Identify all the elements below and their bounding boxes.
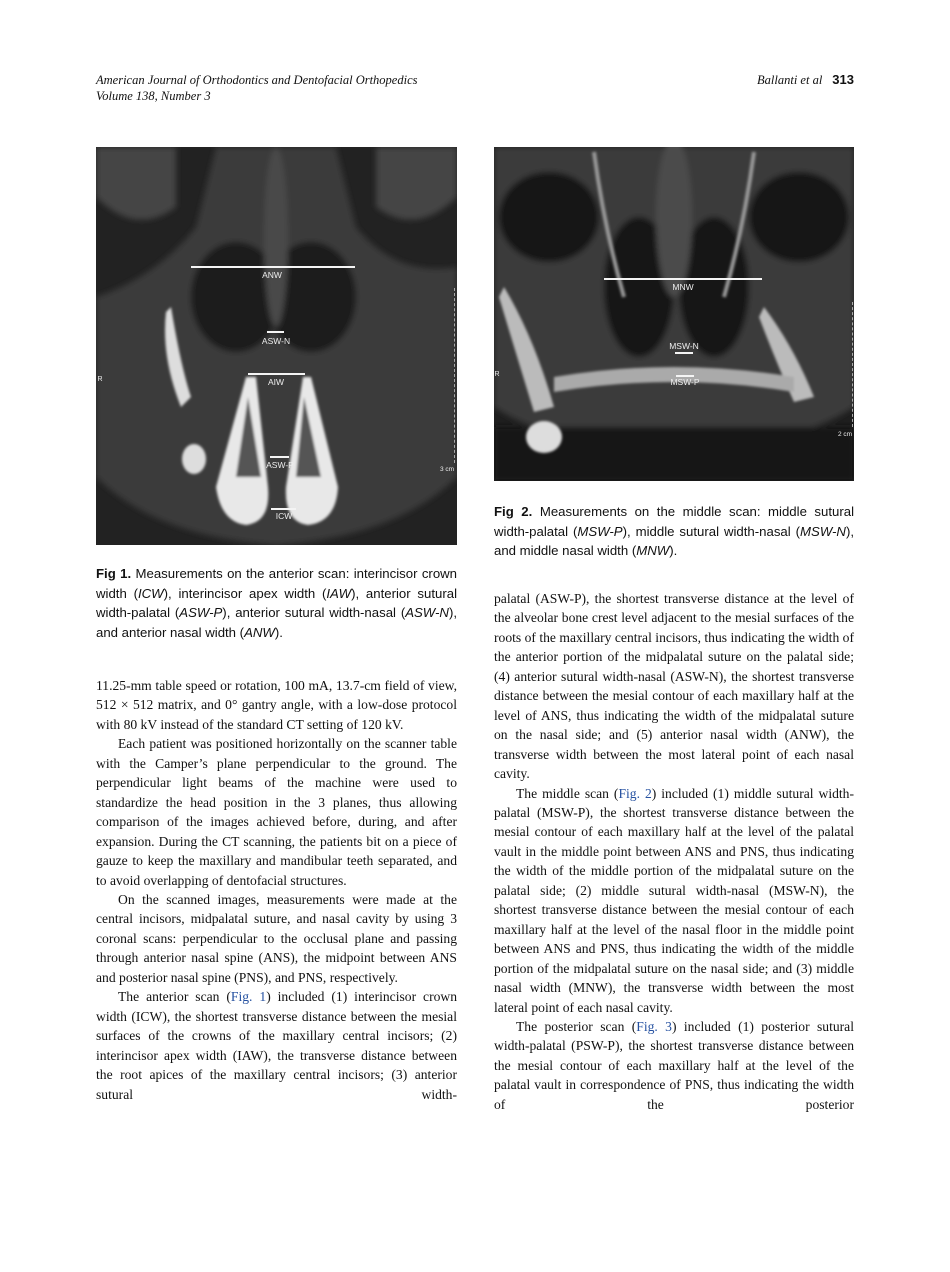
aswn-measure-line <box>267 331 284 333</box>
scale-bar <box>453 288 455 463</box>
caption-text: ), middle sutural width-nasal ( <box>622 523 801 539</box>
caption-text: Measurements on the anterior scan: interincisor crown width ( <box>96 566 458 601</box>
icw-measure-line <box>271 508 296 510</box>
caption-text: ). <box>274 624 283 640</box>
caption-text: ), and middle nasal width ( <box>494 523 854 558</box>
paragraph: On the scanned images, measurements were made at the central incisors, midpalatal suture, and nasal cavity by using 3 coronal scans: perpendicular to the occlusal plane and passing through anterior nasal spine (ANS), the midpoint between ANS and posterior nasal spine (PNS), and PNS, respectively. <box>96 891 457 985</box>
label-aiw: AIW <box>267 377 285 387</box>
caption-abbrev: IAW <box>326 585 352 601</box>
caption-label: Fig 2. <box>494 504 533 519</box>
paragraph <box>96 987 457 1104</box>
running-header-right <box>757 72 854 88</box>
label-side-r: R <box>494 371 500 378</box>
caption-abbrev: MSW-N <box>800 523 846 539</box>
mswn-measure-line <box>675 352 693 354</box>
caption-text: ), and anterior nasal width ( <box>96 605 457 640</box>
caption-text: ), anterior sutural width-nasal ( <box>222 605 406 620</box>
caption-abbrev: ICW <box>137 585 164 601</box>
paragraph: palatal (ASW-P), the shortest transverse distance at the level of the alveolar bone crest level adjacent to the mesial surfaces of the roots of the maxillary central incisors, thus indicating the width of the anterior portion of the midpalatal suture on the palatal side; (4) anterior sutural width-nasal (ASW-N), the shortest transverse distance between the mesial contour of each maxillary half at the level of ANS, thus indicating the width of the midpalatal suture on the nasal side; and (5) anterior nasal width (ANW), the transverse width between the most lateral point of each nasal cavity. <box>494 591 854 782</box>
caption-label: Fig 1. <box>96 566 132 581</box>
label-anw: ANW <box>262 270 282 280</box>
label-mnw: MNW <box>672 282 694 292</box>
caption-abbrev: ASW-P <box>179 605 223 620</box>
scale-bar <box>851 302 853 427</box>
figure-1-link[interactable]: Fig. 1 <box>230 989 267 1005</box>
ct-image <box>96 147 457 545</box>
caption-text: Measurements on the middle scan: middle sutural width-palatal ( <box>494 504 855 539</box>
figure-1-caption <box>96 564 457 642</box>
running-header-left <box>96 72 418 104</box>
text: ) included (1) interincisor crown width (ICW), the shortest transverse distance between the mesial surfaces of the crowns of the maxillary central incisors; (2) interincisor apex width (IAW), the transverse distance between the root apices of the maxillary central incisors; (3) anterior sutural width- <box>96 989 458 1102</box>
paragraph <box>494 784 854 1017</box>
figure-2-caption <box>494 502 854 561</box>
figure-1-ct-anterior-scan <box>96 147 457 545</box>
figure-3-link[interactable]: Fig. 3 <box>636 1018 672 1034</box>
text: ) included (1) posterior sutural width-palatal (PSW-P), the shortest transverse distance between the mesial contour of each maxillary half at the level of the palatal vault in correspondence of PNS, thus indicating the width of the posterior <box>494 1018 854 1112</box>
aiw-measure-line <box>248 373 305 375</box>
body-column-left <box>96 676 457 1104</box>
label-mswp: MSW-P <box>670 377 700 387</box>
body-column-right <box>494 589 854 1114</box>
text: The posterior scan ( <box>516 1018 637 1034</box>
figure-2-ct-middle-scan <box>494 147 854 481</box>
page-number: 313 <box>832 72 854 87</box>
label-mswn: MSW-N <box>669 341 699 351</box>
text: ) included (1) middle sutural width-palatal (MSW-P), the shortest transverse distance between the mesial contour of each maxillary half at the level of the palatal vault in the middle point between ANS and PNS, thus indicating the width of the middle portion of the midpalatal suture on the palatal side; (2) middle sutural width-nasal (MSW-N), the shortest transverse distance between the mesial contour of each maxillary half at the level of the nasal floor in the middle point between ANS and PNS, thus indicating the width of the middle portion of the midpalatal suture on the nasal side; and (3) middle nasal width (MNW), the transverse width between the most lateral point of each nasal cavity. <box>494 785 855 1015</box>
label-side-r: R <box>97 376 103 383</box>
label-scale: 3 cm <box>439 466 455 473</box>
label-icw: ICW <box>275 511 293 521</box>
journal-volume: Volume 138, Number 3 <box>96 89 211 103</box>
label-aswn: ASW-N <box>261 336 291 346</box>
label-scale: 2 cm <box>837 431 853 438</box>
caption-abbrev: ANW <box>244 624 275 640</box>
caption-text: ), anterior sutural width-palatal ( <box>96 585 458 620</box>
figure-2-link[interactable]: Fig. 2 <box>618 785 652 801</box>
text: The anterior scan ( <box>118 989 231 1005</box>
aswp-measure-line <box>270 456 289 458</box>
paragraph: Each patient was positioned horizontally on the scanner table with the Camper’s plane perpendicular to the ground. The perpendicular light beams of the machine were used to standardize the head position in the 3 planes, thus allowing comparison of the images achieved before, during, and after expansion. During the CT scanning, the patients bit on a piece of gauze to keep the maxillary and mandibular teeth separated, and to avoid overlapping of dentofacial structures. <box>96 736 457 888</box>
ct-image <box>494 147 854 481</box>
caption-text: ). <box>669 543 678 558</box>
authors: Ballanti et al <box>757 73 823 87</box>
caption-abbrev: MSW-P <box>577 523 623 539</box>
anw-measure-line <box>191 266 355 268</box>
label-aswp: ASW-P <box>266 460 294 470</box>
paragraph: 11.25-mm table speed or rotation, 100 mA, 13.7-cm field of view, 512 × 512 matrix, and 0° gantry angle, with a low-dose protocol with 80 kV instead of the standard CT setting of 120 kV. <box>96 678 457 732</box>
caption-text: ), interincisor apex width ( <box>163 585 327 601</box>
caption-abbrev: MNW <box>636 543 670 558</box>
paragraph <box>494 1017 854 1114</box>
mnw-measure-line <box>604 278 762 280</box>
caption-abbrev: ASW-N <box>405 605 449 620</box>
journal-title: American Journal of Orthodontics and Dentofacial Orthopedics <box>96 73 418 87</box>
text: The middle scan ( <box>516 785 619 801</box>
